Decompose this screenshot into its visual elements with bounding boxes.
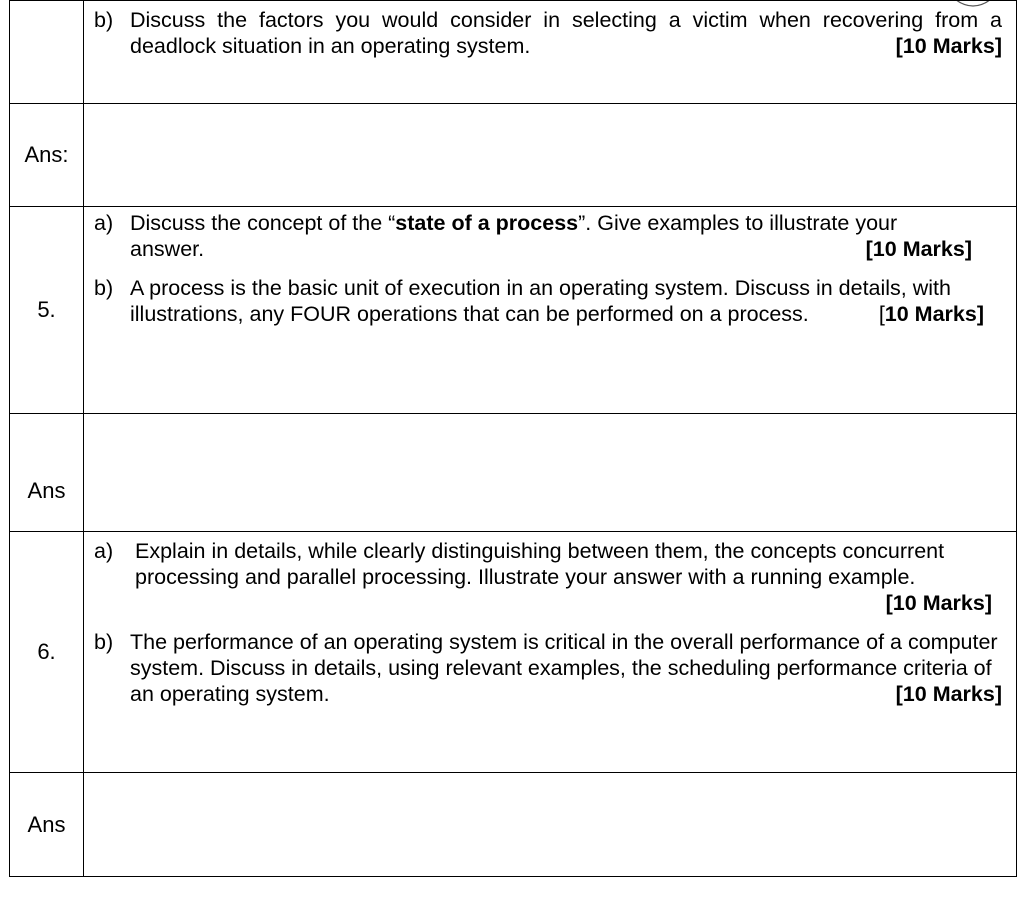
question-cell (84, 532, 1017, 773)
question-item (84, 1, 1016, 59)
marks-label: [10 Marks] (895, 34, 1002, 58)
marks-label: [10 Marks] (885, 591, 992, 615)
question-number: 5. (10, 207, 84, 414)
answer-label: Ans: (10, 104, 84, 207)
table-row (10, 1, 1017, 104)
question-text: A process is the basic unit of execution in an operating system. Discuss in details, with illustrations, any FOUR operations that can be performed on a process. [10 Marks] (130, 276, 984, 326)
table-row (10, 104, 1017, 207)
answer-label: Ans (10, 773, 84, 877)
question-text: Discuss the concept of the “state of a process”. Give examples to illustrate your answer. [10 Marks] (130, 211, 972, 261)
question-label: b) (94, 276, 114, 300)
answer-cell[interactable] (84, 104, 1017, 207)
marks-label: [10 Marks] (878, 302, 984, 326)
question-text: Explain in details, while clearly distinguishing between them, the concepts concurrent processing and parallel processing. Illustrate your answer with a running example. [10 Marks] (135, 539, 992, 615)
marks-label: [10 Marks] (865, 237, 972, 261)
question-number (10, 1, 84, 104)
question-text: The performance of an operating system is critical in the overall performance of a computer system. Discuss in details, using relevant examples, the scheduling performance criteria of an operating system. [10 Marks] (130, 630, 1002, 706)
table-row (10, 414, 1017, 532)
table-row (10, 532, 1017, 773)
question-label: b) (94, 8, 114, 32)
question-cell (84, 1, 1017, 104)
marks-label: [10 Marks] (895, 682, 1002, 706)
bold-phrase: state of a process (395, 211, 579, 235)
question-item (84, 629, 1016, 707)
question-label: a) (94, 211, 114, 235)
answer-label: Ans (10, 414, 84, 532)
question-text: Discuss the factors you would consider in selecting a victim when recovering from a deadlock situation in an operating system. [10 Marks] (130, 8, 1002, 58)
question-number: 6. (10, 532, 84, 773)
question-cell (84, 207, 1017, 414)
question-label: b) (94, 630, 114, 654)
table-row (10, 207, 1017, 414)
exam-questions-table (9, 0, 1017, 877)
table-row (10, 773, 1017, 877)
answer-cell[interactable] (84, 414, 1017, 532)
question-label: a) (94, 539, 114, 563)
answer-cell[interactable] (84, 773, 1017, 877)
question-item (84, 532, 1016, 616)
question-item (84, 275, 1016, 327)
question-item (84, 207, 1016, 262)
